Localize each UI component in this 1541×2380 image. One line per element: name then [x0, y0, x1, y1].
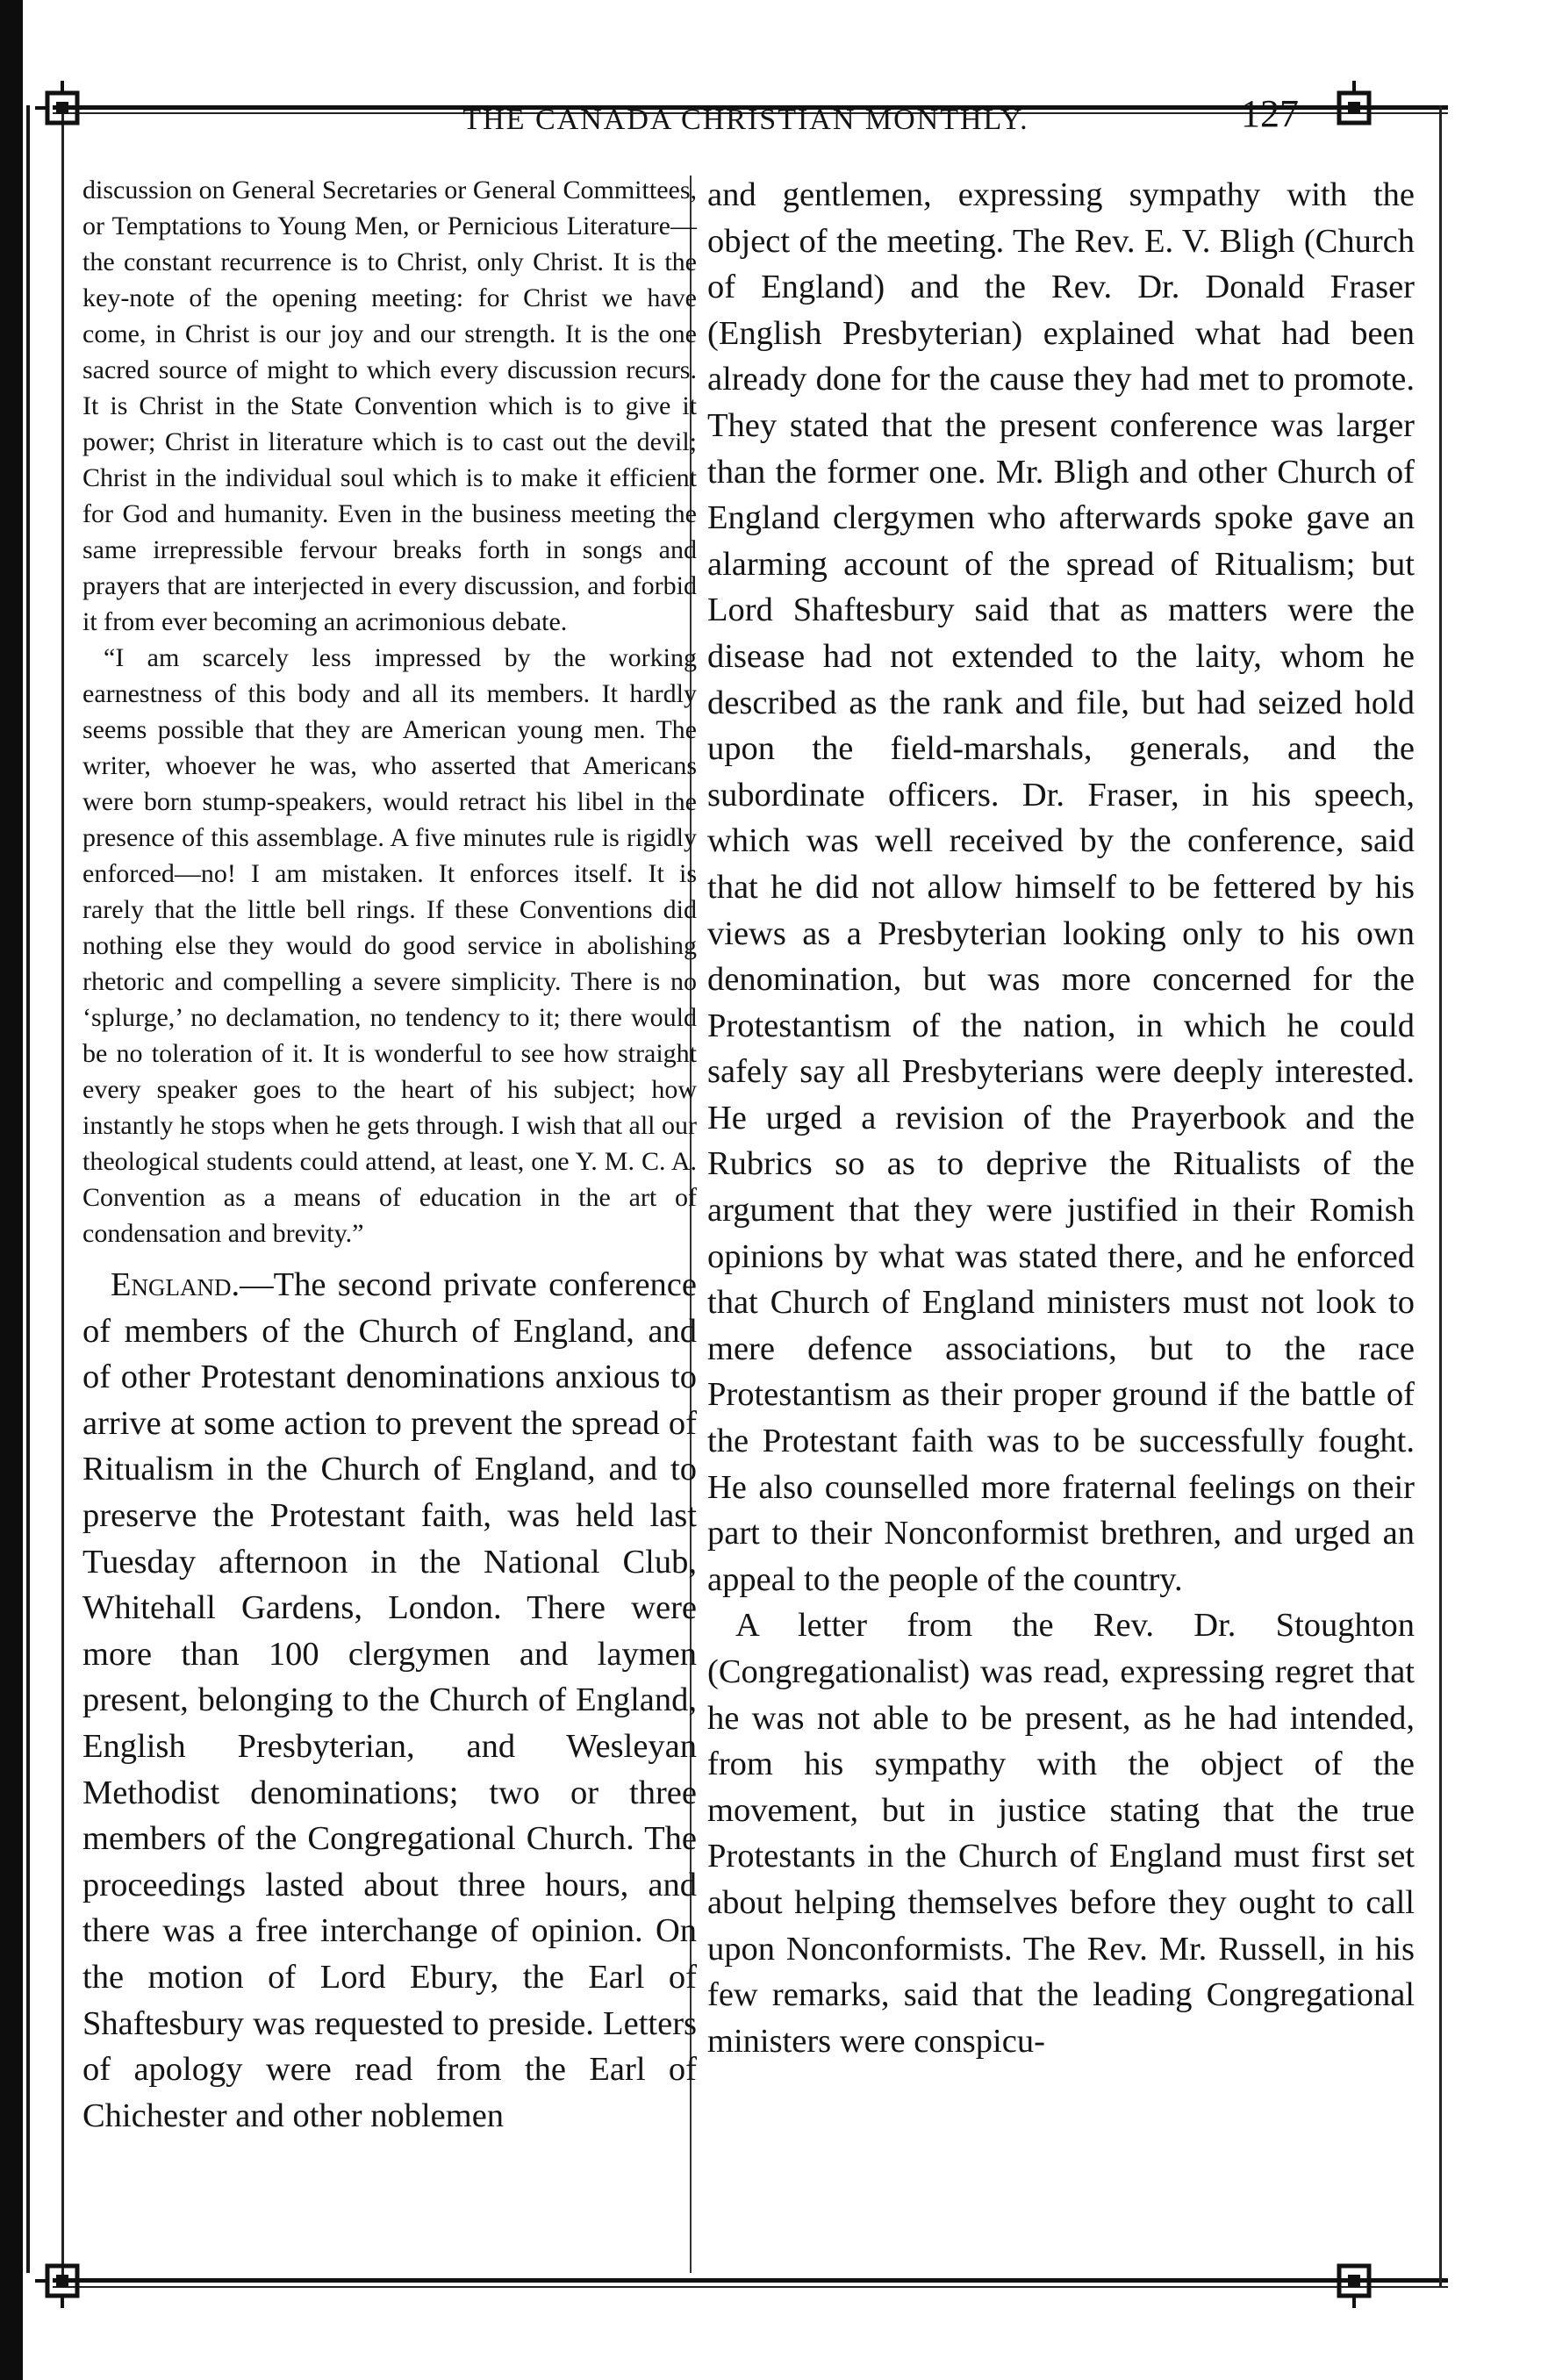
- england-section: [82, 1262, 697, 2139]
- binding-shadow-line: [26, 105, 30, 2273]
- ornamental-corner-bottom-right-icon: [1327, 2254, 1381, 2308]
- quoted-passage: [82, 172, 697, 1251]
- right-border-rule: [1439, 105, 1442, 2286]
- article-paragraph: and gentlemen, expressing sympathy with the object of the meeting. The Rev. E. V. Bligh (Church of England) and the Rev. Dr. Donald Fraser (English Presbyterian) explained what had been already done for the cause they had met to promote. They stated that the present conference was larger than the former one. Mr. Bligh and other Church of England clergymen who afterwards spoke gave an alarming account of the spread of Ritualism; but Lord Shaftesbury said that as matters were the disease had not extended to the laity, whom he described as the rank and file, but had seized hold upon the field-marshals, generals, and the subordinate officers. Dr. Fraser, in his speech, which was well received by the conference, said that he did not allow himself to be fettered by his views as a Presbyterian looking only to his own denomination, but was more concerned for the Protestantism of the nation, in which he could safely say all Presbyterians were deeply interested. He urged a revision of the Prayerbook and the Rubrics so as to deprive the Ritualists of the argument that they were justified in their Romish opinions by what was stated there, and he enforced that Church of England ministers must not look to mere defence associations, but to the race Protestantism as their proper ground if the battle of the Protestant faith was to be successfully fought. He also counselled more fraternal feelings on their part to their Nonconformist brethren, and urged an appeal to the people of the country.: [707, 176, 1415, 1598]
- page-binding-edge: [0, 0, 23, 2380]
- quote-paragraph: “I am scarcely less impressed by the working earnestness of this body and all its members. It hardly seems possible that they are American young men. The writer, whoever he was, who asserted that Americans were born stump-speakers, would retract his libel in the presence of this assemblage. A five minutes rule is rigidly enforced—no! I am mistaken. It enforces itself. It is rarely that the little bell rings. If these Conventions did nothing else they would do good service in abolishing rhetoric and compelling a severe simplicity. There is no ‘splurge,’ no declamation, no tendency to it; there would be no toleration of it. It is wonderful to see how straight every speaker goes to the heart of his subject; how instantly he stops when he gets through. I wish that all our theological students could attend, at least, one Y. M. C. A. Convention as a means of education in the art of condensation and brevity.”: [82, 643, 697, 1248]
- ornamental-corner-bottom-left-icon: [35, 2254, 90, 2308]
- quote-paragraph: discussion on General Secretaries or General Committees, or Temptations to Young Men, or Pernicious Literature—the constant recurrence is to Christ, only Christ. It is the key-note of the opening meeting: for Christ we have come, in Christ is our joy and our strength. It is the one sacred source of might to which every discussion recurs. It is Christ in the State Convention which is to give it power; Christ in literature which is to cast out the devil; Christ in the individual soul which is to make it efficient for God and humanity. Even in the business meeting the same irrepressible fervour breaks forth in songs and prayers that are interjected in every discussion, and forbid it from ever becoming an acrimonious debate.: [82, 176, 697, 636]
- ornamental-corner-top-left-icon: [35, 81, 90, 135]
- right-column: [707, 172, 1415, 2064]
- left-column: [82, 172, 697, 2139]
- england-paragraph: [82, 1262, 697, 2139]
- bottom-border-rule: [53, 2278, 1448, 2283]
- article-paragraph: A letter from the Rev. Dr. Stoughton (Congregationalist) was read, expressing regret that he was not able to be present, as he had intended, from his sympathy with the object of the movement, but in justice stating that the true Protestants in the Church of England must first set about helping themselves before they ought to call upon Nonconformists. The Rev. Mr. Russell, in his few remarks, said that the leading Congregational ministers were conspicu-: [707, 1607, 1415, 2060]
- bottom-border-rule-inner: [53, 2286, 1448, 2288]
- running-title: THE CANADA CHRISTIAN MONTHLY.: [462, 104, 1029, 136]
- page-number: 127: [1241, 92, 1299, 135]
- section-heading: England.: [111, 1266, 240, 1303]
- ornamental-corner-top-right-icon: [1327, 81, 1381, 135]
- paragraph-text: —The second private conference of members of the Church of England, and of other Protestant denominations anxious to arrive at some action to prevent the spread of Ritualism in the Church of England, and to preserve the Protestant faith, was held last Tuesday afternoon in the National Club, Whitehall Gardens, London. There were more than 100 clergymen and laymen present, belonging to the Church of England, English Presbyterian, and Wesleyan Methodist denominations; two or three members of the Congregational Church. The proceedings lasted about three hours, and there was a free interchange of opinion. On the motion of Lord Ebury, the Earl of Shaftesbury was requested to preside. Letters of apology were read from the Earl of Chichester and other noblemen: [82, 1266, 697, 2134]
- left-border-rule: [61, 105, 64, 2286]
